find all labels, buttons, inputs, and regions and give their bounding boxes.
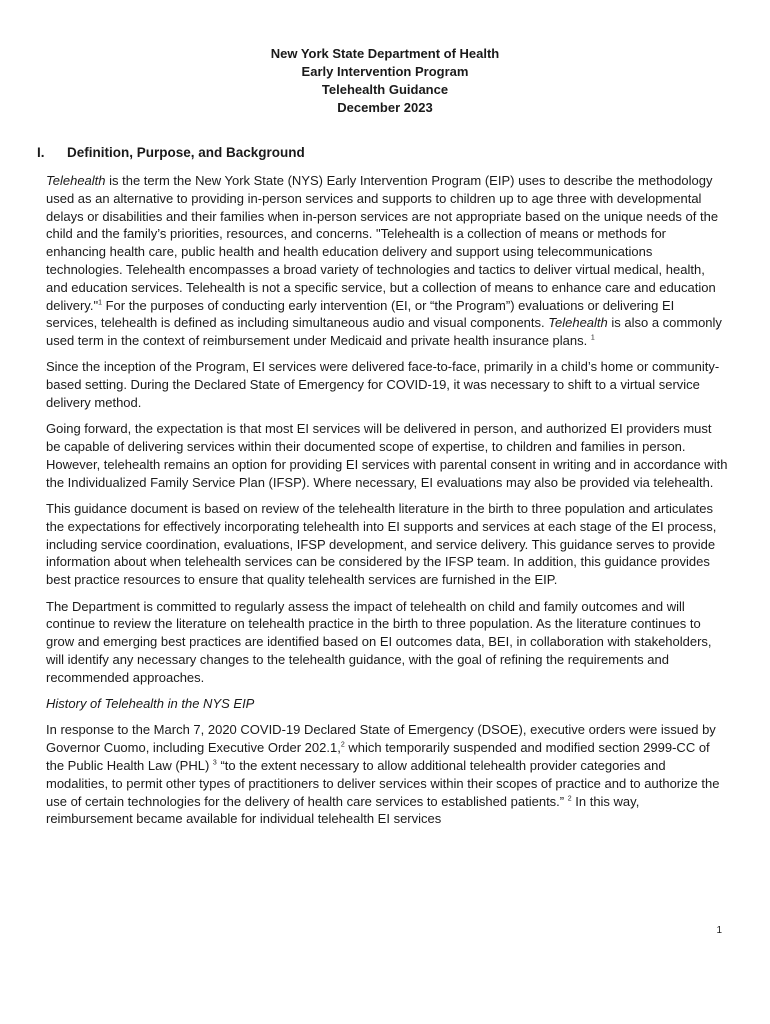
document-header bbox=[0, 45, 770, 117]
paragraph-inception: Since the inception of the Program, EI services were delivered face-to-face, primarily in a child’s home or community-based setting. During the Declared State of Emergency for COVID-19, it was necessary to shift to a virtual service delivery method. bbox=[46, 359, 720, 411]
paragraph-text: which temporarily suspended and modified section 2999-CC of the Public Health Law (PHL) bbox=[46, 740, 710, 773]
section-number: I. bbox=[37, 145, 45, 160]
term-telehealth: Telehealth bbox=[46, 173, 106, 188]
subheading-history: History of Telehealth in the NYS EIP bbox=[46, 696, 255, 712]
paragraph-commitment: The Department is committed to regularly assess the impact of telehealth on child and family outcomes and will continue to review the literature on telehealth practice in the birth to three population. As the literature continues to grow and emerging best practices are identified based on EI outcomes data, BEI, in collaboration with stakeholders, will identify any necessary changes to the telehealth guidance, with the goal of refining the requirements and recommended approaches. bbox=[46, 598, 712, 685]
header-program: Early Intervention Program bbox=[301, 64, 469, 79]
paragraph-text: “to the extent necessary to allow additional telehealth provider categories and modalities, to permit other types of practitioners to deliver services within their scopes of practice and to authorize the use of certain technologies for the delivery of health care services to established patients.” bbox=[46, 757, 720, 809]
paragraph-going-forward: Going forward, the expectation is that most EI services will be delivered in person, and authorized EI providers must be capable of delivering services within their documented scope of expertise, to children and families in person. However, telehealth remains an option for providing EI services with parental consent in writing and in accordance with the Individualized Family Service Plan (IFSP). Where necessary, EI evaluations may also be provided via telehealth. bbox=[46, 421, 728, 490]
paragraph-text: In this way, reimbursement became available for individual telehealth EI services bbox=[46, 793, 640, 827]
paragraph-text: In response to the March 7, 2020 COVID-19 Declared State of Emergency (DSOE), executive orders were issued by Governor Cuomo, including Executive Order 202.1, bbox=[46, 722, 716, 756]
footnote-ref: 1 bbox=[98, 299, 102, 307]
footnote-ref: 3 bbox=[212, 759, 217, 767]
paragraph-definition bbox=[46, 172, 728, 350]
footnote-ref: 1 bbox=[590, 334, 595, 342]
paragraph-text: is also a commonly used term in the context of reimbursement under Medicaid and private health insurance plans. bbox=[46, 315, 722, 349]
footnote-ref: 2 bbox=[340, 741, 345, 749]
page-number: 1 bbox=[716, 925, 722, 936]
paragraph-guidance: This guidance document is based on review of the telehealth literature in the birth to three population and articulates the expectations for effectively incorporating telehealth into EI supports and services at each stage of the EI process, including service coordination, evaluations, IFSP development, and service delivery. This guidance serves to provide information about when telehealth services can be considered by the IFSP team. In addition, this guidance provides best practice resources to ensure that quality telehealth services are furnished in the EIP. bbox=[46, 501, 717, 588]
section-heading bbox=[37, 144, 737, 162]
section-title: Definition, Purpose, and Background bbox=[67, 145, 305, 160]
header-title: Telehealth Guidance bbox=[321, 82, 449, 97]
document-body bbox=[46, 172, 728, 837]
paragraph-text: For the purposes of conducting early intervention (EI, or “the Program”) evaluations or delivering EI services, telehealth is defined as including simultaneous audio and visual components. bbox=[46, 297, 675, 331]
footnote-ref: 2 bbox=[567, 795, 572, 803]
header-agency: New York State Department of Health bbox=[270, 46, 500, 61]
header-date: December 2023 bbox=[337, 100, 433, 115]
paragraph-history bbox=[46, 721, 728, 828]
term-telehealth: Telehealth bbox=[548, 315, 608, 331]
paragraph-text: is the term the New York State (NYS) Early Intervention Program (EIP) uses to describe the methodology used as an alternative to providing in-person services and supports to children up to age three with developmental delays or disabilities and their families when in-person services are not appropriate based on the unique needs of the child and the family’s priorities, resources, and concerns. "Telehealth is a collection of means or methods for enhancing health care, public health and health education delivery and support using telecommunications technologies. Telehealth encompasses a broad variety of technologies and tactics to deliver virtual medical, health, and education services. Telehealth is not a specific service, but a collection of means to enhance care and education delivery." bbox=[46, 173, 719, 313]
